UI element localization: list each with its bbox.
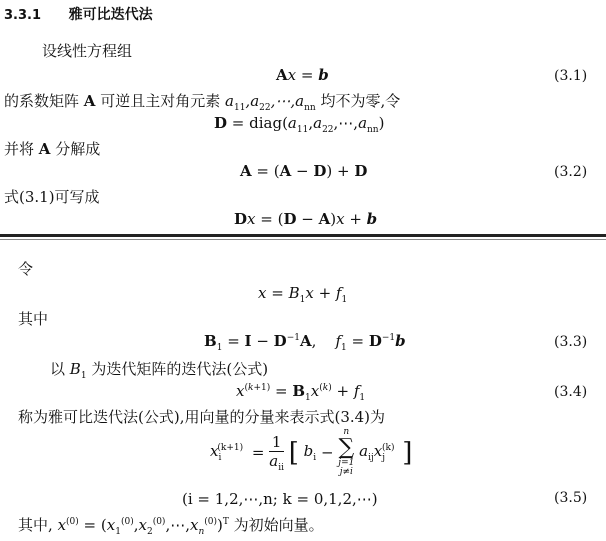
paragraph-coefficient-matrix — [4, 90, 400, 113]
equation-number-3-1: (3.1) — [554, 68, 588, 84]
equation-number-3-5: (3.5) — [554, 490, 588, 506]
matrix-a: A — [83, 92, 96, 110]
equation-index-range: (i = 1,2,⋯,n; k = 0,1,2,⋯) — [182, 490, 378, 508]
page-divider-shadow — [0, 239, 606, 240]
paragraph-initial-vector: 其中, $x^{(0)}$ = $(x_1^{(0)},x_2^{(0)},\cdots,x_n^{(0)})^T$ 为初始向量。 — [18, 516, 324, 537]
equation-number-3-4: (3.4) — [554, 384, 588, 400]
diag-elements: $a_{11},a_{22},\cdots,a_{nn}$ — [225, 92, 316, 113]
equation-a-split: A = (A − D) + D — [240, 162, 368, 180]
equation-x-iter: $x = B_1x + f_1$ — [258, 284, 348, 305]
text-post: 为迭代矩阵的迭代法(公式) — [91, 360, 269, 378]
paragraph-where: 其中 — [18, 310, 49, 328]
equation-number-3-2: (3.2) — [554, 164, 588, 180]
text-pre: 其中, — [18, 516, 53, 534]
summation: n ∑ j=1 j≠i — [338, 427, 355, 477]
equation-b1-f1: $B_1 = I - D^{-1}A$, $f_1 = D^{-1}b$ — [204, 332, 406, 353]
paragraph-let: 令 — [18, 260, 34, 278]
fraction: $\frac{1}{a_{ii}}$ — [269, 432, 284, 473]
section-title: 雅可比迭代法 — [68, 7, 153, 23]
matrix-a: A — [38, 140, 51, 158]
equation-ax-b: Ax = b — [276, 66, 329, 84]
text-post: 为初始向量。 — [233, 516, 324, 534]
equation-dx: Dx = (D − A)x + b — [234, 210, 378, 228]
paragraph-rewrite: 式(3.1)可写成 — [4, 188, 100, 206]
paragraph-decompose — [4, 138, 100, 159]
section-heading — [4, 4, 153, 24]
diag-open: = diag( — [227, 114, 288, 132]
equation-jacobi-matrix: $x^{(k+1)} = B_1x^{(k)} + f_1$ — [236, 382, 366, 403]
text-pre: 以 — [50, 360, 66, 378]
equation-d-diag: $D = diag(a_{11},a_{22},\cdots,a_{nn})$ — [214, 114, 385, 135]
text-tail: 均不为零,令 — [320, 92, 401, 110]
equation-number-3-3: (3.3) — [554, 334, 588, 350]
matrix-d: D — [214, 114, 228, 132]
text-pre: 并将 — [4, 140, 35, 158]
paragraph-intro: 设线性方程组 — [42, 42, 133, 60]
text-pre: 的系数矩阵 — [4, 92, 80, 110]
paragraph-component-form: 称为雅可比迭代法(公式),用向量的分量来表示式(3.4)为 — [18, 408, 386, 426]
section-number: 3.3.1 — [4, 8, 42, 23]
text-post: 可逆且主对角元素 — [100, 92, 221, 110]
text-post: 分解成 — [55, 140, 101, 158]
diag-close: ) — [378, 114, 385, 132]
equation-jacobi-components: $x_i^{(k+1)}$ = $\frac{1}{a_{ii}}$ [ $b_i$ − n ∑ j=1 j≠i $a_{ij}x_j^{(k)}$ ] — [210, 427, 413, 477]
page-divider — [0, 234, 606, 237]
paragraph-iteration-matrix: 以 $B_1$ 为迭代矩阵的迭代法(公式) — [50, 360, 269, 381]
